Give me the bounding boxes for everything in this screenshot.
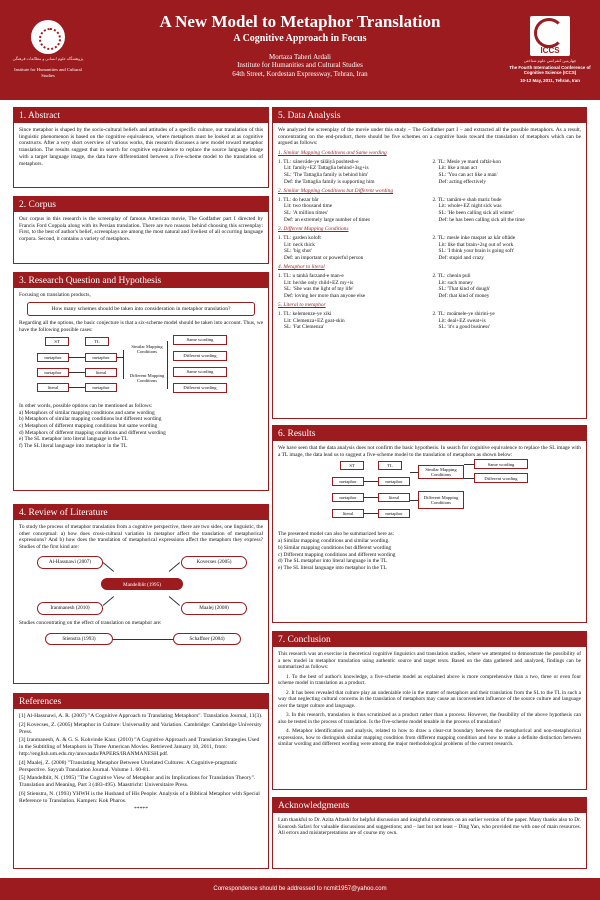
lit-node: Stienstra (1993) xyxy=(45,633,113,646)
review-section xyxy=(13,504,269,684)
example-tl-line: 2. TL: Mesle ye mard raftâr-kon xyxy=(432,158,501,165)
example-block xyxy=(278,311,427,331)
lit-node: Kovecses (2005) xyxy=(181,556,247,569)
example-gloss-line: SL: 'big shot' xyxy=(284,248,312,255)
iccs-badge-icon xyxy=(530,16,570,56)
corpus-section xyxy=(13,196,269,264)
example-gloss-line: Lit: like a man act xyxy=(438,165,478,172)
example-gloss-line: Def: loving her more than anyone else xyxy=(284,292,366,299)
example-block xyxy=(433,273,582,299)
example-gloss-line: Lit: such money xyxy=(438,279,473,286)
research-section xyxy=(13,272,269,491)
diagram-tl-metaphor: metaphor xyxy=(85,353,117,362)
conference-name: The Fourth International Conference of Cognitive Science (ICCS) xyxy=(509,65,591,76)
example-pair xyxy=(278,197,581,223)
six-scheme-diagram xyxy=(19,337,265,399)
diagram-tl: TL xyxy=(378,461,402,470)
example-tl-line: 1. TL: garden koloft xyxy=(278,234,321,241)
poster-title: A New Model to Metaphor Translation xyxy=(159,12,441,31)
corpus-title: 2. Corpus xyxy=(14,197,268,212)
example-gloss-line: Lit: he/she only child+EZ my+is xyxy=(284,279,354,286)
diagram-tl-literal: literal xyxy=(378,493,410,502)
diagram-similar-mapping: Similar Mapping Conditions xyxy=(127,341,167,357)
lit-node: Schaffner (2004) xyxy=(173,633,241,646)
option-item: c) Metaphors of different mapping conditions but same wording xyxy=(19,422,158,429)
diagram-st-metaphor: metaphor xyxy=(37,353,69,362)
diagram-different-wording-1: Different wording xyxy=(173,351,227,361)
example-block xyxy=(278,197,427,223)
example-block xyxy=(433,159,582,185)
category-heading: 2. Similar Mapping Conditions but Different wording xyxy=(278,188,394,195)
results-summary-item: c) Different mapping conditions and different wording xyxy=(278,551,396,558)
example-tl-line: 1. TL: kelemenze-ye xiki xyxy=(278,311,332,318)
reference-item: [5] Mandelblit, N. (1995) "The Cognitive View of Metaphor and its Implications for Translation Theory". Translation and Meaning, Part 3 (483-495). Maastricht: Universitaire Press. xyxy=(19,775,256,788)
example-block xyxy=(278,159,427,185)
example-block xyxy=(278,235,427,261)
example-block xyxy=(433,197,582,223)
example-gloss-line: Lit: like that brain+2sg out of work xyxy=(438,241,514,248)
data-analysis-intro: We analyzed the screenplay of the movie under this study – The Godfather part I – and extracted all the possible metaphors. As a result, concentrating on the end-product, there should be five schemes on a cognitive basis toward the translation of metaphors which can be argued as follows: xyxy=(278,127,581,147)
poster-subtitle: A Cognitive Approach in Focus xyxy=(233,33,367,44)
diagram-tl-metaphor-2: metaphor xyxy=(378,509,410,518)
results-summary-item: d) The SL metaphor into literal language in the TL xyxy=(278,558,388,565)
example-gloss-line: Def: an extremely large number of times xyxy=(284,216,371,223)
example-gloss-line: SL: 'The Tattaglia family is behind him' xyxy=(284,172,369,178)
diagram-tl-metaphor-2: metaphor xyxy=(85,383,117,392)
example-gloss-line: Lit: two thousand time xyxy=(284,203,333,210)
reference-link[interactable]: http://english.um.edu.my/anuvaada/PAPERS/IRANMANESH.pdf. xyxy=(19,751,169,757)
conclusion-finding: 4. Metaphor identification and analysis, related to how to draw a clear-cut boundary between the metaphorical and non-metaphorical expressions, how to distinguish similar mapping condition from different mapping condition and how to make a definite distinction between similar wording and different wording were among the major methodological problems of the current research. xyxy=(278,728,581,747)
translation-effect-diagram xyxy=(19,630,265,648)
example-gloss-line: Lit: family+EZ Tattaglia behind+3sg+is xyxy=(284,165,369,172)
lit-node-center: Mandelblit (1995) xyxy=(101,578,183,590)
diagram-st-metaphor-2: metaphor xyxy=(332,493,364,502)
example-tl-line: 1. TL: xânevâde-ye tâlâiyâ poshtesh-e xyxy=(278,158,359,165)
example-block xyxy=(433,235,582,261)
data-analysis-title: 5. Data Analysis xyxy=(273,108,586,123)
option-item: f) The SL literal language into metaphor in the TL xyxy=(19,443,128,450)
example-gloss-line: Def: acting effectively xyxy=(438,178,487,185)
institute-logo-caption: Institute for Humanities and Cultural Studies xyxy=(14,67,82,78)
example-pair xyxy=(278,273,581,299)
acknowledgments-section xyxy=(272,797,587,869)
example-gloss-line: Def: the Tattaglia family is supporting him xyxy=(284,178,375,185)
references-section xyxy=(13,693,269,869)
example-tl-line: 1. TL: u tanhâ farzand-e man-e xyxy=(278,273,344,280)
results-text: We have seen that the data analysis does not confirm the basic hypothesis. In search for cognitive equivalence to replace the SL image with a TL image, the data lead us to suggest a five-scheme model to the translation of metaphors as shown below: xyxy=(278,445,581,458)
review-title: 4. Review of Literature xyxy=(14,505,268,520)
reference-item: [1] Al-Hassnawi, A. R. (2007) "A Cognitive Approach to Translating Metaphors". Translation Journal, 11(3). xyxy=(19,713,263,719)
conclusion-title: 7. Conclusion xyxy=(273,632,586,647)
research-question: How many schemes should be taken into consideration in metaphor translation? xyxy=(27,302,255,317)
conclusion-finding: 2. It has been revealed that culture play an undeniable role in the matter of metaphors and their translation from the SL to the TL in such a way that neglecting cultural concerns in the translation of metaphors may cause an inconvenient influence of the source culture and language over the target culture and language. xyxy=(278,689,581,709)
results-summary-item: a) Similar mapping conditions and similar wording. xyxy=(278,538,390,545)
option-item: a) Metaphors of similar mapping conditions and same wording xyxy=(19,409,155,416)
lit-node: Iranmanesh (2010) xyxy=(37,602,103,615)
author-address: 64th Street, Kordestan Expressway, Tehran, Iran xyxy=(232,69,368,78)
example-gloss-line: SL: 'I think your brain is going soft' xyxy=(438,248,515,255)
options-intro: In other words, possible options can be mentioned as follows: xyxy=(19,402,153,409)
results-summary-intro: The presented model can also be summarized here as: xyxy=(278,531,395,538)
institute-logo-farsi: پژوهشگاه علوم انسانی و مطالعات فرهنگی xyxy=(12,56,84,61)
example-tl-line: 2. TL: moâmele-ye shirini-ye xyxy=(432,311,495,318)
example-pair xyxy=(278,311,581,331)
option-item: d) Metaphors of different mapping conditions and different wording xyxy=(19,429,166,436)
lit-node: Al-Hassnawi (2007) xyxy=(37,556,103,569)
example-gloss-line: Lit: neck thick xyxy=(284,241,315,248)
references-title: References xyxy=(14,694,268,709)
diagram-tl-metaphor: metaphor xyxy=(378,477,410,486)
example-gloss-line: SL: 'it's a good business' xyxy=(438,324,491,331)
review-text: To study the process of metaphor translation from a cognitive perspective, there are two sides, one linguistic, the other conceptual: a) how does cross-cultural variation in metaphor affect the translation of metaphorical expressions? And b) how does the translation of metaphorical expressions affect the metaphors they express? Studies of the first kind are: xyxy=(19,524,263,551)
review-second-text: Studies concentrating on the effect of translation on metaphor are: xyxy=(19,619,162,626)
diagram-similar-mapping: Similar Mapping Conditions xyxy=(418,465,464,479)
research-title: 3. Research Question and Hypothesis xyxy=(14,273,268,288)
results-title: 6. Results xyxy=(273,426,586,441)
poster-header xyxy=(0,0,600,100)
conclusion-section xyxy=(272,631,587,790)
example-gloss-line: Lit: Clemenza+EZ goat-skin xyxy=(284,317,345,324)
example-tl-line: 2. TL: tamâm-e shab mariz bude xyxy=(432,196,502,203)
category-heading: 1. Similar Mapping Conditions and Same wording xyxy=(278,150,387,157)
research-text: Regarding all the options, the basic conjecture is that a six-scheme model should be taken into account. Thus, we have the following possible cases: xyxy=(19,320,263,334)
literature-diagram xyxy=(19,554,265,620)
acknowledgments-title: Acknowledgments xyxy=(273,798,586,813)
example-gloss-line: Lit: deal+EZ sweat+is xyxy=(438,317,486,324)
reference-item: [2] Kovecses, Z. (2005) Metaphor in Culture: Universality and Variation. Cambridge: Cambridge University Press. xyxy=(19,721,262,735)
data-analysis-categories xyxy=(278,150,581,331)
example-tl-line: 2. TL: mesle inke maqzet az kâr oftâde xyxy=(432,234,516,241)
example-gloss-line: Def: that kind of money xyxy=(438,292,490,299)
diagram-different-mapping: Different Mapping Conditions xyxy=(418,491,464,509)
example-gloss-line: SL: 'Fat Clemenza' xyxy=(284,324,325,331)
conference-logo-farsi: چهارمین کنفرانس علوم شناختی xyxy=(523,58,577,63)
author-block xyxy=(120,53,480,78)
example-block xyxy=(278,273,427,299)
example-pair xyxy=(278,235,581,261)
diagram-st-metaphor-2: metaphor xyxy=(37,368,69,377)
references-end: ***** xyxy=(134,806,148,812)
results-summary-item: e) The SL literal language into metaphor in the TL xyxy=(278,564,387,571)
example-gloss-line: Def: an important or powerful person xyxy=(284,254,364,261)
example-gloss-line: Def: stupid and crazy xyxy=(438,254,484,261)
example-gloss-line: SL: 'That kind of dough' xyxy=(438,286,491,293)
example-gloss-line: Def: he has been calling sick all the time xyxy=(438,216,525,223)
conclusion-paragraph: This research was an exercise in theoretical cognitive linguistics and translation studies, where we attempted to demonstrate the possibility of a new model in metaphor translation using authentic source and target texts. Based on the data gathered and analyzed, findings can be summarized as follows: xyxy=(278,651,581,670)
option-item: b) Metaphors of similar mapping conditions but different wording xyxy=(19,416,162,423)
abstract-section xyxy=(13,107,269,188)
category-heading: 5. Literal to metaphor xyxy=(278,302,326,309)
poster-footer xyxy=(0,878,600,900)
reference-item: [3] Iranmanesh, A. & G. S. Kohvinde Kaur. (2010) "A Cognitive Approach and Translation Strategies Used in the Subtitling of Metaphors in Three American Movies. Retrieved January 10, 2011, from: xyxy=(19,737,260,750)
diagram-tl: TL xyxy=(85,337,109,346)
example-gloss-line: SL: 'You can act like a man' xyxy=(438,172,498,178)
example-gloss-line: SL: 'A million times' xyxy=(284,210,328,217)
diagram-st-literal: literal xyxy=(332,509,364,518)
reference-item: [4] Maalej, Z. (2008) "Translating Metaphor Between Unrelated Cultures: A Cognitive-pragmatic Perspective. Sayyab Translation Journal. Volume 1. 60-81. xyxy=(19,759,238,773)
conference-logo xyxy=(508,16,592,83)
author-affiliation: Institute for Humanities and Cultural Studies xyxy=(237,61,363,70)
example-gloss-line: Lit: whole+EZ night sick was xyxy=(438,203,502,210)
category-heading: 4. Metaphor to literal xyxy=(278,264,325,271)
diagram-same-wording: Same wording xyxy=(474,459,528,469)
diagram-st: ST xyxy=(45,337,69,346)
diagram-tl-literal: literal xyxy=(85,368,117,377)
correspondence-text[interactable]: Correspondence should be addressed to ncmit1957@yahoo.com xyxy=(213,886,387,892)
reference-item: [6] Stienstra, N. (1993) YHWH is the Husband of His People: Analysis of a Biblical Metaphor with Special Reference to Translation. Kampen: Kok Pharos. xyxy=(19,790,260,804)
conclusion-finding: 3. In this research, translation is thus scrutinized as a product rather than a process. However, the feasibility of the above hypothesis can also be tested in the process of translation. Is the five-scheme model tenable in the process of translation? xyxy=(278,712,581,725)
diagram-different-wording: Different wording xyxy=(474,473,528,483)
example-tl-line: 2. TL: chenin puli xyxy=(432,273,471,280)
diagram-st: ST xyxy=(340,461,364,470)
example-pair xyxy=(278,159,581,185)
abstract-text: Since metaphor is shaped by the socio-cultural beliefs and attitudes of a specific culture, our translation of this linguistic phenomenon is based on the cognitive equivalence, where metaphors must be looked at as cognitive constructs. After a very short overview of various works, this research discusses a new model toward metaphor translation. The results suggest that in search for cognitive equivalence to replace the source language image with a target language image, the data have differentiated between a five-scheme model to the translation of metaphors. xyxy=(19,127,263,167)
data-analysis-section xyxy=(272,107,587,419)
iccs-badge-text: ICCS xyxy=(540,46,560,55)
diagram-same-wording-1: Same wording xyxy=(173,335,227,345)
institute-emblem-icon xyxy=(31,20,65,54)
example-tl-line: 1. TL: do hezar bâr xyxy=(278,196,319,203)
research-focus: Focusing on translation products, xyxy=(19,292,91,298)
corpus-text: Our corpus in this research is the screenplay of famous American movie, The Godfather part I directed by Francis Ford Coppola along with its Persian translation. There are two reasons behind choosing this screenplay: First, to the best of author's belief, screenplays are among the most natural and liveliest of all occurring language corpora. Second, it contains a variety of metaphors. xyxy=(19,216,263,243)
option-item: e) The SL metaphor into literal language in the TL xyxy=(19,436,128,443)
conference-dates: 10-12 May, 2011, Tehran, Iran xyxy=(520,77,580,83)
example-gloss-line: SL: 'She was the light of my life' xyxy=(284,286,354,293)
lit-node: Maalej (2008) xyxy=(181,602,247,615)
results-summary-item: b) Similar mapping conditions but different wording xyxy=(278,544,392,551)
diagram-st-literal: literal xyxy=(37,383,69,392)
acknowledgments-text: I am thankful to Dr. Azita Afrashi for helpful discussion and insightful comments on an earlier version of the paper. Many thanks also to Dr. Kourosh Safavi for valuable discussions and suggestions; and – last but not least – Ding Yan, who provided me with one of main resources. All errors and misinterpretations are of course my own. xyxy=(278,817,581,837)
author-name: Mortaza Taheri Ardali xyxy=(269,53,331,61)
abstract-title: 1. Abstract xyxy=(14,108,268,123)
conclusion-finding: 1. To the best of author's knowledge, a five-scheme model as explained above is more comprehensive than a two, three or even four scheme model in translation as a product. xyxy=(278,673,581,686)
diagram-same-wording-2: Same wording xyxy=(173,367,227,377)
example-gloss-line: SL: 'He been calling sick all winter' xyxy=(438,210,514,217)
category-heading: 3. Different Mapping Conditions xyxy=(278,226,349,233)
institute-logo xyxy=(8,20,88,78)
five-scheme-diagram xyxy=(278,461,578,531)
diagram-st-metaphor: metaphor xyxy=(332,477,364,486)
diagram-different-wording-2: Different wording xyxy=(173,383,227,393)
results-section xyxy=(272,425,587,623)
diagram-different-mapping: Different Mapping Conditions xyxy=(127,367,167,389)
example-block xyxy=(433,311,582,331)
